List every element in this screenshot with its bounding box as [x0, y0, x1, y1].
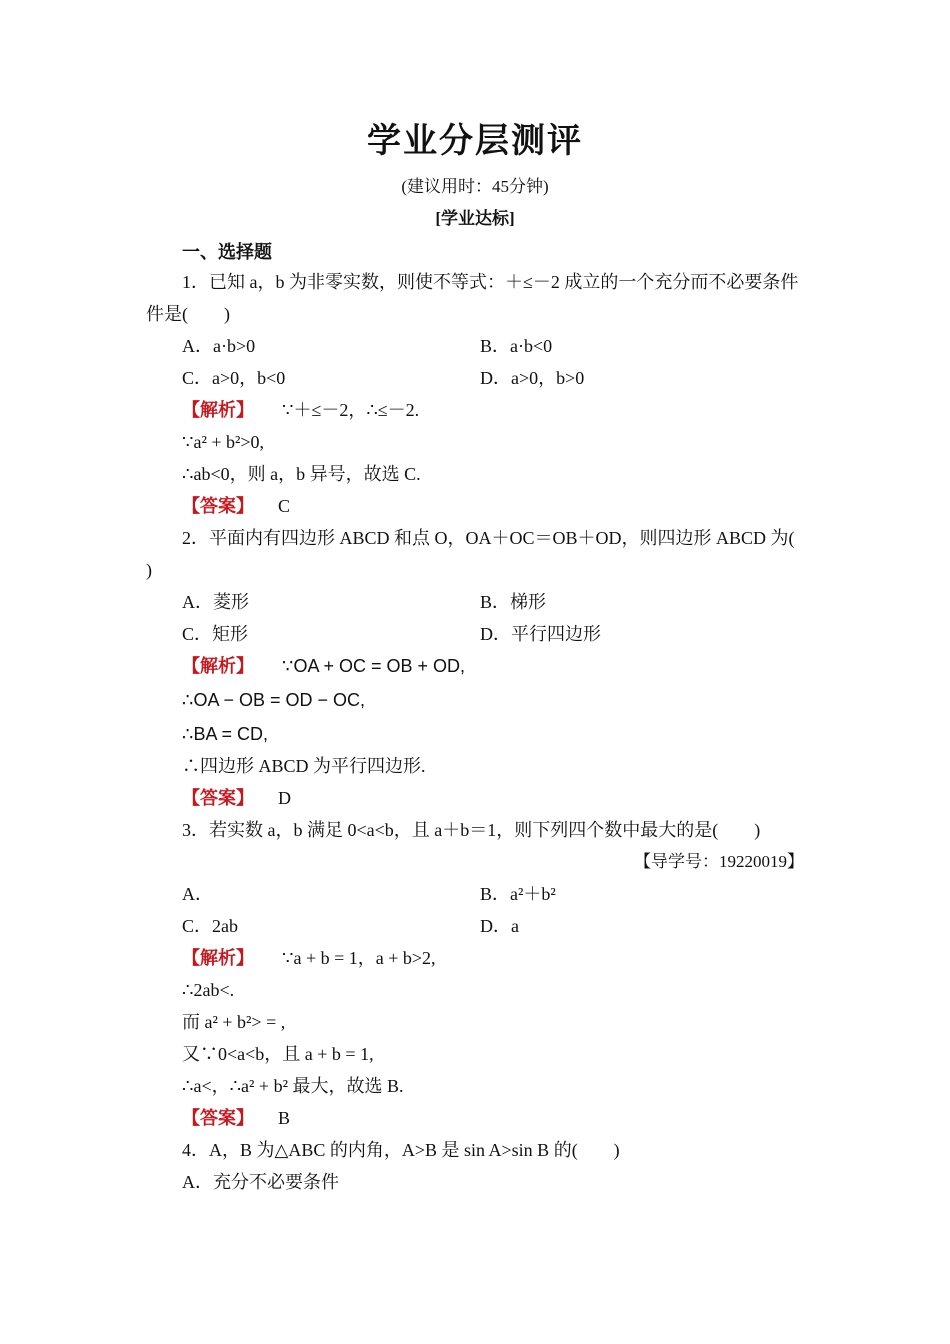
q4-option-a: A．充分不必要条件 [182, 1172, 339, 1192]
q2-analysis-line: ∴四边形 ABCD 为平行四边形. [182, 756, 426, 776]
q1-answer-tag: 【答案】 [182, 496, 254, 516]
q1-option-b: B．a·b<0 [480, 336, 553, 356]
q3-option-b: B．a²＋b² [480, 884, 556, 904]
q2-analysis-tag: 【解析】 [182, 656, 254, 676]
q2-option-a: A．菱形 [182, 592, 249, 612]
q3-analysis-line: 而 a² + b²> = , [182, 1012, 286, 1032]
page-title: 学业分层测评 [367, 123, 583, 160]
q1-analysis-tag: 【解析】 [182, 400, 254, 420]
q1-stem-cont: 件是( ) [146, 304, 230, 324]
q1-analysis-line: ∵a² + b²>0, [182, 432, 265, 452]
q4-stem: 4．A，B 为△ABC 的内角，A>B 是 sin A>sin B 的( ) [182, 1140, 620, 1160]
q3-answer-tag: 【答案】 [182, 1108, 254, 1128]
q3-analysis-line: ∴a<，∴a² + b² 最大，故选 B. [182, 1076, 404, 1096]
q2-option-d: D．平行四边形 [480, 624, 601, 644]
q1-option-a: A．a·b>0 [182, 336, 256, 356]
q2-stem-cont: ) [146, 560, 152, 580]
q3-option-a: A． [182, 884, 213, 904]
q2-answer-tag: 【答案】 [182, 788, 254, 808]
q1-analysis-line: ∴ab<0，则 a，b 异号，故选 C. [182, 464, 421, 484]
q1-stem: 1．已知 a，b 为非零实数，则使不等式：＋≤－2 成立的一个充分而不必要条件 [182, 272, 799, 292]
q2-option-b: B．梯形 [480, 592, 547, 612]
section-label: [学业达标] [435, 209, 515, 228]
q2-analysis-line: ∴OA − OB = OD − OC, [182, 690, 366, 710]
q3-answer: B [278, 1108, 291, 1128]
part-heading: 一、选择题 [182, 242, 272, 262]
q3-analysis-line: ∴2ab<. [182, 980, 235, 1000]
q2-analysis-line: ∴BA = CD, [182, 724, 268, 744]
q2-answer: D [278, 788, 291, 808]
q3-analysis-line: 又∵0<a<b，且 a + b = 1, [182, 1044, 374, 1064]
q3-option-c: C．2ab [182, 916, 238, 936]
time-note: (建议用时：45分钟) [401, 177, 549, 196]
q3-analysis-tag: 【解析】 [182, 948, 254, 968]
q3-guide-number: 【导学号：19220019】 [634, 852, 804, 871]
q3-stem: 3．若实数 a，b 满足 0<a<b，且 a＋b＝1，则下列四个数中最大的是( ) [182, 820, 761, 840]
q3-analysis-line: ∵a + b = 1，a + b>2, [282, 948, 436, 968]
q1-answer: C [278, 496, 291, 516]
q1-option-c: C．a>0，b<0 [182, 368, 286, 388]
q2-stem: 2．平面内有四边形 ABCD 和点 O，OA＋OC＝OB＋OD，则四边形 ABCD 为( [182, 528, 795, 548]
q3-option-d: D．a [480, 916, 519, 936]
q1-analysis-line: ∵＋≤－2，∴≤－2. [282, 400, 420, 420]
q2-option-c: C．矩形 [182, 624, 249, 644]
q1-option-d: D．a>0，b>0 [480, 368, 585, 388]
q2-analysis-line: ∵OA + OC = OB + OD, [282, 656, 466, 676]
